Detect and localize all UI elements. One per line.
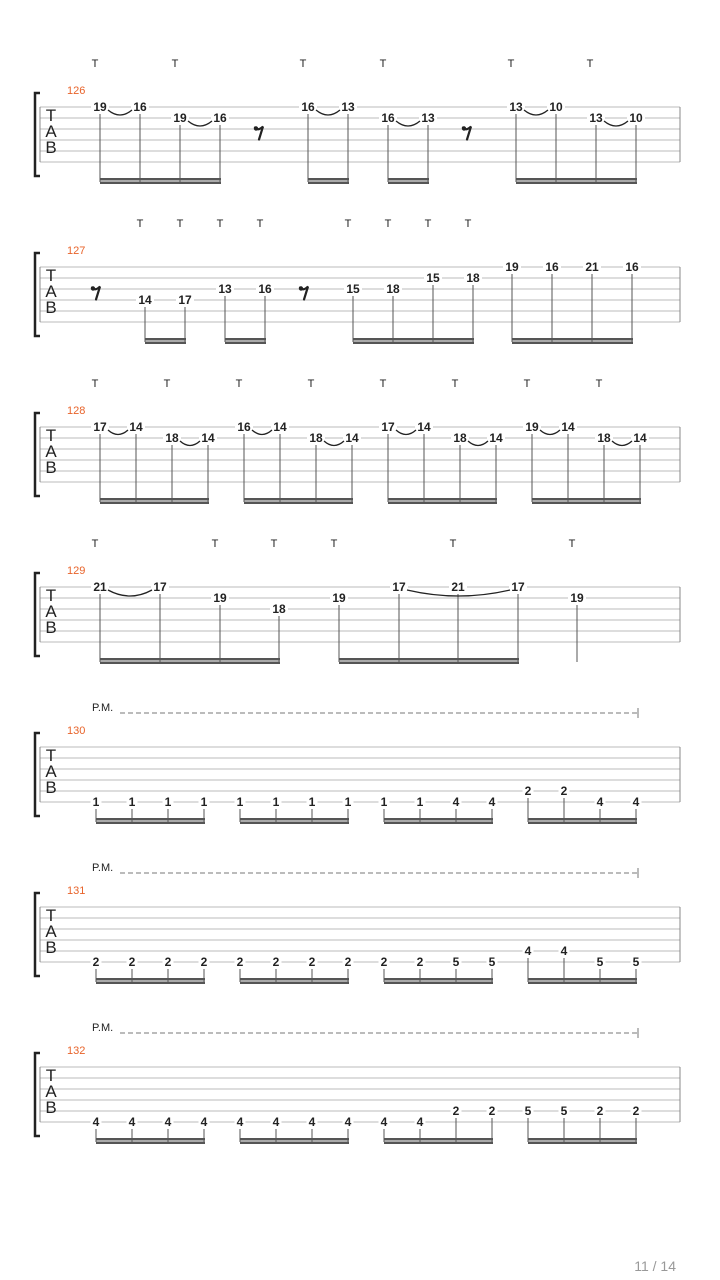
beam-primary	[532, 498, 641, 501]
fret-number: 18	[597, 431, 611, 445]
slur	[188, 121, 212, 126]
beam-group	[330, 580, 527, 664]
beam-secondary	[96, 822, 205, 825]
tap-marker: T	[384, 218, 392, 230]
fret-number: 19	[570, 591, 584, 605]
tap-marker: T	[379, 58, 387, 70]
system-bracket	[35, 413, 40, 496]
beam-primary	[353, 338, 474, 341]
tab-clef-letter: T	[45, 1066, 57, 1085]
tab-clef-letter: T	[45, 586, 57, 605]
fret-number: 19	[525, 420, 539, 434]
fret-number: 14	[489, 431, 503, 445]
fret-number: 13	[341, 100, 355, 114]
fret-number: 17	[511, 580, 525, 594]
beam-group	[216, 282, 274, 344]
beam-primary	[339, 658, 519, 661]
beam-secondary	[528, 822, 637, 825]
fret-number: 5	[596, 955, 604, 969]
tab-clef-letter: A	[45, 442, 57, 461]
fret-number: 13	[421, 111, 435, 125]
fret-number: 14	[633, 431, 647, 445]
beam-primary	[100, 178, 221, 181]
system-bracket	[35, 1053, 40, 1136]
beam-secondary	[225, 342, 266, 345]
beam-secondary	[240, 982, 349, 985]
beam-primary	[516, 178, 637, 181]
beam-group	[523, 420, 649, 504]
tab-clef-letter: B	[45, 938, 57, 957]
measure-number: 126	[67, 85, 86, 97]
tab-clef-letter: A	[45, 122, 57, 141]
beam-group	[235, 420, 361, 504]
eighth-rest-dot	[91, 286, 95, 290]
fret-number: 13	[509, 100, 523, 114]
fret-number: 2	[560, 784, 568, 798]
beam-primary	[240, 978, 349, 981]
tap-marker: T	[216, 218, 224, 230]
beam-primary	[528, 818, 637, 821]
fret-number: 4	[272, 1115, 280, 1129]
beam-group	[344, 271, 482, 344]
fret-number: 14	[273, 420, 287, 434]
fret-number: 5	[560, 1104, 568, 1118]
tap-marker: T	[256, 218, 264, 230]
beam-group	[91, 420, 217, 504]
tab-system-126	[35, 58, 680, 184]
slur	[604, 121, 628, 126]
tap-marker: T	[299, 58, 307, 70]
tap-marker: T	[330, 538, 338, 550]
tab-clef-letter: B	[45, 138, 57, 157]
eighth-rest-dot	[254, 126, 258, 130]
fret-number: 5	[452, 955, 460, 969]
beam-primary	[388, 498, 497, 501]
fret-number: 5	[524, 1104, 532, 1118]
beam-group	[91, 795, 210, 824]
beam-group	[379, 420, 505, 504]
fret-number: 4	[596, 795, 604, 809]
fret-number: 2	[236, 955, 244, 969]
beam-primary	[96, 1138, 205, 1141]
fret-number: 13	[218, 282, 232, 296]
measure-number: 130	[67, 725, 86, 737]
fret-number: 1	[272, 795, 280, 809]
fret-number: 15	[346, 282, 360, 296]
beam-group	[523, 944, 642, 984]
fret-number: 14	[417, 420, 431, 434]
beam-group	[299, 100, 357, 184]
tap-marker: T	[136, 218, 144, 230]
system-bracket	[35, 93, 40, 176]
fret-number: 19	[332, 591, 346, 605]
beam-group	[507, 100, 645, 184]
fret-number: 2	[200, 955, 208, 969]
beam-secondary	[100, 502, 209, 505]
fret-number: 2	[380, 955, 388, 969]
tab-system-127	[35, 218, 680, 344]
slur	[316, 110, 340, 115]
tap-marker: T	[270, 538, 278, 550]
beam-group	[379, 1104, 498, 1144]
tab-clef-letter: T	[45, 906, 57, 925]
beam-primary	[225, 338, 266, 341]
fret-number: 16	[625, 260, 639, 274]
tap-marker: T	[211, 538, 219, 550]
beam-primary	[308, 178, 349, 181]
tab-clef-letter: B	[45, 1098, 57, 1117]
tab-clef-letter: T	[45, 746, 57, 765]
fret-number: 10	[549, 100, 563, 114]
eighth-rest-dot	[462, 126, 466, 130]
tab-clef-letter: A	[45, 1082, 57, 1101]
tab-clef-letter: A	[45, 602, 57, 621]
slur	[180, 441, 200, 446]
fret-number: 17	[153, 580, 167, 594]
tab-system-132	[35, 1022, 680, 1144]
tab-system-129	[35, 538, 680, 664]
tap-marker: T	[307, 378, 315, 390]
tab-clef-letter: T	[45, 266, 57, 285]
fret-number: 18	[386, 282, 400, 296]
fret-number: 1	[200, 795, 208, 809]
tap-marker: T	[523, 378, 531, 390]
beam-primary	[388, 178, 429, 181]
tap-marker: T	[91, 378, 99, 390]
fret-number: 19	[505, 260, 519, 274]
tab-system-130	[35, 702, 680, 824]
beam-primary	[244, 498, 353, 501]
slur	[524, 110, 548, 115]
tap-marker: T	[449, 538, 457, 550]
fret-number: 16	[133, 100, 147, 114]
fret-number: 1	[236, 795, 244, 809]
beam-secondary	[145, 342, 186, 345]
slur	[108, 430, 128, 435]
beam-group	[235, 1115, 354, 1144]
fret-number: 4	[632, 795, 640, 809]
fret-number: 18	[309, 431, 323, 445]
beam-group	[503, 260, 641, 344]
beam-group	[523, 1104, 642, 1144]
fret-number: 2	[92, 955, 100, 969]
tab-clef-letter: B	[45, 458, 57, 477]
fret-number: 17	[178, 293, 192, 307]
fret-number: 16	[545, 260, 559, 274]
slur	[468, 441, 488, 446]
tap-marker: T	[379, 378, 387, 390]
fret-number: 1	[308, 795, 316, 809]
beam-secondary	[100, 662, 280, 665]
tap-marker: T	[344, 218, 352, 230]
beam-group	[379, 795, 498, 824]
palm-mute-label: P.M.	[92, 702, 114, 714]
fret-number: 2	[128, 955, 136, 969]
fret-number: 2	[164, 955, 172, 969]
tab-clef-letter: B	[45, 778, 57, 797]
tap-marker: T	[568, 538, 576, 550]
beam-primary	[512, 338, 633, 341]
beam-group	[568, 591, 586, 662]
beam-secondary	[388, 502, 497, 505]
fret-number: 2	[632, 1104, 640, 1118]
beam-secondary	[240, 822, 349, 825]
beam-secondary	[384, 822, 493, 825]
eighth-rest-dot	[299, 286, 303, 290]
fret-number: 16	[301, 100, 315, 114]
fret-number: 21	[585, 260, 599, 274]
beam-group	[91, 955, 210, 984]
fret-number: 5	[488, 955, 496, 969]
fret-number: 21	[451, 580, 465, 594]
fret-number: 18	[466, 271, 480, 285]
fret-number: 19	[93, 100, 107, 114]
tab-clef-letter: A	[45, 922, 57, 941]
beam-secondary	[512, 342, 633, 345]
measure-number: 128	[67, 405, 86, 417]
fret-number: 18	[272, 602, 286, 616]
fret-number: 14	[138, 293, 152, 307]
measure-number: 132	[67, 1045, 86, 1057]
tab-clef-letter: T	[45, 106, 57, 125]
beam-secondary	[528, 982, 637, 985]
fret-number: 16	[258, 282, 272, 296]
beam-secondary	[384, 982, 493, 985]
fret-number: 15	[426, 271, 440, 285]
beam-group	[235, 955, 354, 984]
beam-primary	[96, 978, 205, 981]
beam-primary	[528, 978, 637, 981]
slur	[540, 430, 560, 435]
tap-marker: T	[507, 58, 515, 70]
beam-group	[136, 293, 194, 344]
fret-number: 4	[380, 1115, 388, 1129]
tap-marker: T	[235, 378, 243, 390]
beam-secondary	[308, 182, 349, 185]
fret-number: 2	[452, 1104, 460, 1118]
beam-group	[523, 784, 642, 824]
fret-number: 14	[345, 431, 359, 445]
fret-number: 4	[200, 1115, 208, 1129]
fret-number: 16	[381, 111, 395, 125]
beam-primary	[100, 498, 209, 501]
tap-marker: T	[586, 58, 594, 70]
fret-number: 2	[308, 955, 316, 969]
fret-number: 2	[488, 1104, 496, 1118]
palm-mute-label: P.M.	[92, 862, 114, 874]
beam-secondary	[528, 1142, 637, 1145]
fret-number: 19	[173, 111, 187, 125]
beam-primary	[100, 658, 280, 661]
fret-number: 5	[632, 955, 640, 969]
slur	[396, 430, 416, 435]
slur	[108, 110, 132, 115]
fret-number: 16	[237, 420, 251, 434]
tap-marker: T	[424, 218, 432, 230]
fret-number: 4	[344, 1115, 352, 1129]
fret-number: 4	[236, 1115, 244, 1129]
tap-marker: T	[91, 58, 99, 70]
system-bracket	[35, 253, 40, 336]
system-bracket	[35, 733, 40, 816]
fret-number: 14	[561, 420, 575, 434]
measure-number: 129	[67, 565, 86, 577]
palm-mute-label: P.M.	[92, 1022, 114, 1034]
fret-number: 4	[308, 1115, 316, 1129]
fret-number: 1	[92, 795, 100, 809]
tab-clef-letter: A	[45, 282, 57, 301]
beam-secondary	[244, 502, 353, 505]
tab-clef-letter: B	[45, 298, 57, 317]
beam-group	[379, 955, 498, 984]
beam-primary	[384, 818, 493, 821]
fret-number: 10	[629, 111, 643, 125]
fret-number: 1	[128, 795, 136, 809]
fret-number: 1	[164, 795, 172, 809]
tab-system-131	[35, 862, 680, 984]
beam-secondary	[388, 182, 429, 185]
beam-group	[379, 111, 437, 184]
beam-primary	[384, 1138, 493, 1141]
fret-number: 17	[93, 420, 107, 434]
fret-number: 2	[272, 955, 280, 969]
fret-number: 4	[128, 1115, 136, 1129]
tab-clef-letter: B	[45, 618, 57, 637]
page-number: 11 / 14	[634, 1258, 676, 1274]
beam-primary	[240, 818, 349, 821]
beam-group	[91, 1115, 210, 1144]
beam-secondary	[339, 662, 519, 665]
beam-group	[235, 795, 354, 824]
beam-secondary	[353, 342, 474, 345]
beam-primary	[528, 1138, 637, 1141]
beam-secondary	[516, 182, 637, 185]
beam-secondary	[100, 182, 221, 185]
slur	[612, 441, 632, 446]
measure-number: 131	[67, 885, 86, 897]
slur	[108, 590, 152, 596]
tab-system-128	[35, 378, 680, 504]
fret-number: 4	[488, 795, 496, 809]
tap-marker: T	[163, 378, 171, 390]
fret-number: 2	[344, 955, 352, 969]
fret-number: 14	[201, 431, 215, 445]
fret-number: 16	[213, 111, 227, 125]
slur	[252, 430, 272, 435]
fret-number: 18	[165, 431, 179, 445]
measure-number: 127	[67, 245, 86, 257]
tap-marker: T	[176, 218, 184, 230]
tap-marker: T	[595, 378, 603, 390]
slur	[396, 121, 420, 126]
beam-secondary	[240, 1142, 349, 1145]
beam-secondary	[384, 1142, 493, 1145]
fret-number: 14	[129, 420, 143, 434]
fret-number: 18	[453, 431, 467, 445]
beam-secondary	[532, 502, 641, 505]
beam-secondary	[96, 1142, 205, 1145]
tab-clef-letter: T	[45, 426, 57, 445]
tap-marker: T	[451, 378, 459, 390]
fret-number: 4	[560, 944, 568, 958]
beam-primary	[384, 978, 493, 981]
beam-primary	[96, 818, 205, 821]
fret-number: 4	[524, 944, 532, 958]
beam-secondary	[96, 982, 205, 985]
system-bracket	[35, 573, 40, 656]
tap-marker: T	[91, 538, 99, 550]
fret-number: 17	[392, 580, 406, 594]
beam-primary	[145, 338, 186, 341]
system-bracket	[35, 893, 40, 976]
fret-number: 4	[452, 795, 460, 809]
fret-number: 21	[93, 580, 107, 594]
fret-number: 1	[344, 795, 352, 809]
fret-number: 4	[416, 1115, 424, 1129]
fret-number: 13	[589, 111, 603, 125]
fret-number: 2	[596, 1104, 604, 1118]
tab-clef-letter: A	[45, 762, 57, 781]
fret-number: 1	[416, 795, 424, 809]
fret-number: 2	[416, 955, 424, 969]
fret-number: 1	[380, 795, 388, 809]
fret-number: 2	[524, 784, 532, 798]
fret-number: 19	[213, 591, 227, 605]
fret-number: 17	[381, 420, 395, 434]
tap-marker: T	[464, 218, 472, 230]
fret-number: 4	[164, 1115, 172, 1129]
tap-marker: T	[171, 58, 179, 70]
fret-number: 4	[92, 1115, 100, 1129]
beam-group	[91, 580, 288, 664]
beam-primary	[240, 1138, 349, 1141]
beam-group	[91, 100, 229, 184]
slur	[324, 441, 344, 446]
